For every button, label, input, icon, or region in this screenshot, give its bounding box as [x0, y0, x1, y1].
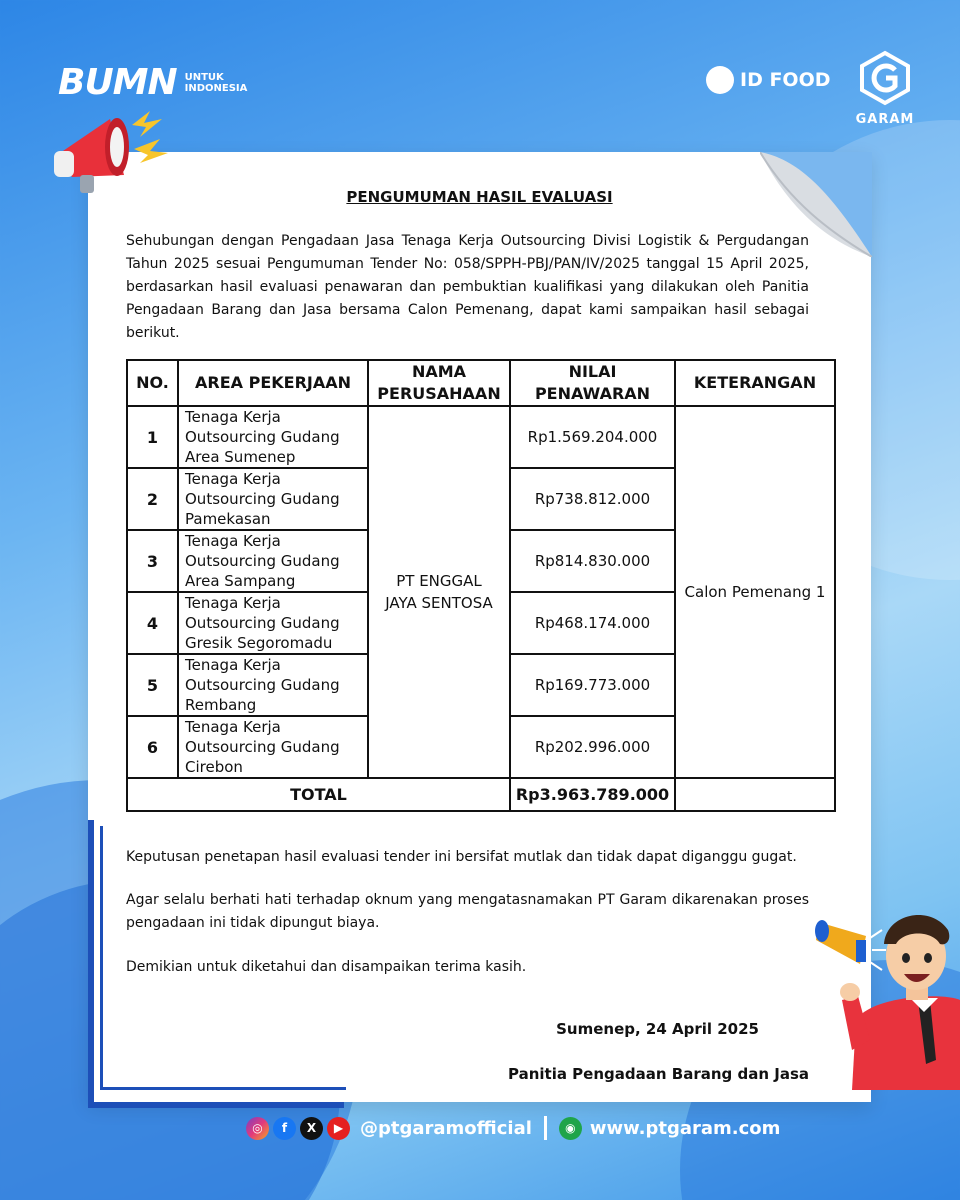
header-area: AREA PEKERJAAN — [178, 360, 368, 406]
row-no: 4 — [127, 592, 178, 654]
row-nilai: Rp814.830.000 — [510, 530, 675, 592]
row-nilai: Rp1.569.204.000 — [510, 406, 675, 468]
frame-accent — [100, 826, 103, 1090]
garam-logo: GARAM — [850, 50, 920, 127]
megaphone-icon — [50, 105, 170, 200]
row-nilai: Rp202.996.000 — [510, 716, 675, 778]
signatory: Panitia Pengadaan Barang dan Jasa — [507, 1065, 809, 1083]
row-nilai: Rp468.174.000 — [510, 592, 675, 654]
warning-paragraph: Agar selalu berhati hati terhadap oknum yang mengatasnamakan PT Garam dikarenakan proses pengadaan ini tidak dipungut biaya. — [126, 892, 809, 931]
row-area: Tenaga Kerja Outsourcing Gudang Cirebon — [178, 716, 368, 778]
instagram-icon[interactable]: ◎ — [246, 1117, 269, 1140]
man-with-megaphone-illustration — [812, 900, 960, 1090]
decision-paragraph: Keputusan penetapan hasil evaluasi tender ini bersifat mutlak dan tidak dapat diganggu gugat. — [126, 849, 797, 865]
row-nilai: Rp738.812.000 — [510, 468, 675, 530]
total-row — [127, 778, 835, 811]
x-icon[interactable]: X — [300, 1117, 323, 1140]
header-no: NO. — [127, 360, 178, 406]
garam-badge-icon — [857, 50, 913, 106]
row-nilai: Rp169.773.000 — [510, 654, 675, 716]
row-no: 2 — [127, 468, 178, 530]
frame-accent — [88, 1102, 344, 1108]
row-no: 1 — [127, 406, 178, 468]
row-area: Tenaga Kerja Outsourcing Gudang Pamekasan — [178, 468, 368, 530]
facebook-icon[interactable]: f — [273, 1117, 296, 1140]
frame-accent — [88, 820, 94, 1108]
idfood-logo: ID FOOD — [706, 66, 831, 94]
header-company: NAMA PERUSAHAAN — [368, 360, 510, 406]
total-empty-cell — [675, 778, 835, 811]
social-handle[interactable]: @ptgaramofficial — [360, 1117, 532, 1139]
keterangan: Calon Pemenang 1 — [675, 406, 835, 778]
youtube-icon[interactable]: ▶ — [327, 1117, 350, 1140]
intro-paragraph: Sehubungan dengan Pengadaan Jasa Tenaga Kerja Outsourcing Divisi Logistik & Pergudangan Tahun 2025 sesuai Pengumuman Tender No: 058/SPPH-PBJ/PAN/IV/2025 tanggal 15 April 2025, berdasarkan hasil evaluasi penawaran dan pembuktian kualifikasi yang dilakukan oleh Panitia Pengadaan Barang dan Jasa bersama Calon Pemenang, dapat kami sampaikan hasil sebagai berikut. — [126, 233, 809, 341]
header-nilai: NILAI PENAWARAN — [510, 360, 675, 406]
website-link[interactable]: www.ptgaram.com — [589, 1117, 781, 1139]
footer-divider — [544, 1116, 547, 1140]
row-no: 3 — [127, 530, 178, 592]
bumn-logo: BUMN UNTUK INDONESIA — [58, 62, 248, 103]
total-label: TOTAL — [127, 778, 510, 811]
table-header-row — [127, 360, 835, 406]
row-area: Tenaga Kerja Outsourcing Gudang Rembang — [178, 654, 368, 716]
row-no: 5 — [127, 654, 178, 716]
footer-social — [246, 1112, 780, 1144]
header-keterangan: KETERANGAN — [675, 360, 835, 406]
frame-accent — [100, 1087, 346, 1090]
globe-icon: ◉ — [559, 1117, 582, 1140]
announcement-paper — [88, 152, 871, 1102]
idfood-mark-icon — [706, 66, 734, 94]
place-date: Sumenep, 24 April 2025 — [556, 1020, 759, 1038]
row-no: 6 — [127, 716, 178, 778]
closing-paragraph: Demikian untuk diketahui dan disampaikan terima kasih. — [126, 959, 527, 975]
page-curl-decoration — [760, 152, 872, 257]
row-area: Tenaga Kerja Outsourcing Gudang Gresik Segoromadu — [178, 592, 368, 654]
row-area: Tenaga Kerja Outsourcing Gudang Area Sumenep — [178, 406, 368, 468]
document-title: PENGUMUMAN HASIL EVALUASI — [346, 188, 613, 206]
evaluation-table — [126, 359, 836, 812]
row-area: Tenaga Kerja Outsourcing Gudang Area Sampang — [178, 530, 368, 592]
total-value: Rp3.963.789.000 — [510, 778, 675, 811]
company-name: PT ENGGAL JAYA SENTOSA — [368, 406, 510, 778]
table-row — [127, 406, 835, 468]
